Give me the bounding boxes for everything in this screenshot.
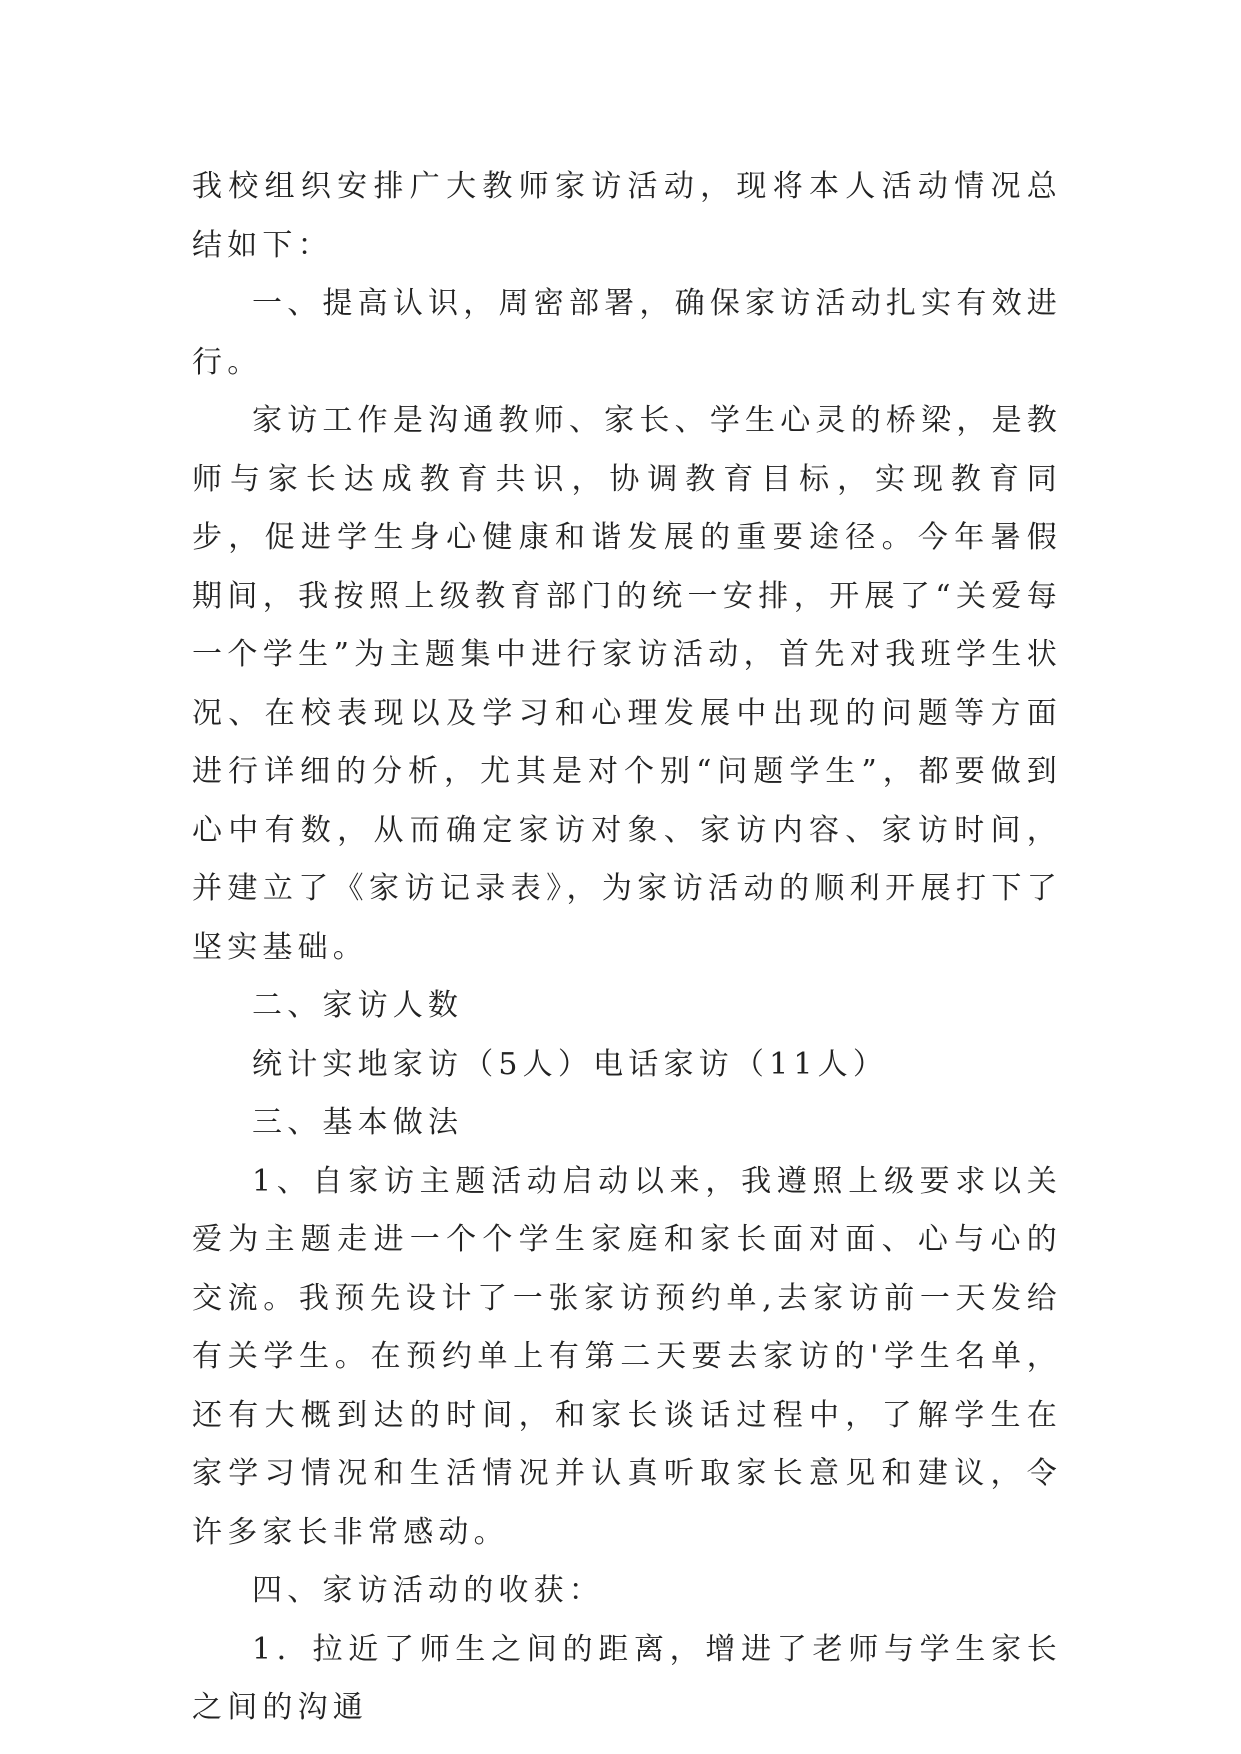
body-paragraph-1: 家访工作是沟通教师、家长、学生心灵的桥梁，是教师与家长达成教育共识，协调教育目标，实现教育同步，促进学生身心健康和谐发展的重要途径。今年暑假期间，我按照上级教育部门的统一安排，开展了“关爱每一个学生”为主题集中进行家访活动，首先对我班学生状况、在校表现以及学习和心理发展中出现的问题等方面进行详细的分析，尤其是对个别“问题学生”，都要做到心中有数，从而确定家访对象、家访内容、家访时间，并建立了《家访记录表》，为家访活动的顺利开展打下了坚实基础。: [192, 403, 1062, 965]
visit-statistics: 统计实地家访（5人）电话家访（11人）: [252, 1046, 889, 1082]
body-paragraph-2: 1、自家访主题活动启动以来，我遵照上级要求以关爱为主题走进一个个学生家庭和家长面对面、心与心的交流。我预先设计了一张家访预约单,去家访前一天发给有关学生。在预约单上有第二天要去家访的'学生名单，还有大概到达的时间，和家长谈话过程中，了解学生在家学习情况和生活情况并认真听取家长意见和建议，令许多家长非常感动。: [192, 1163, 1062, 1550]
section-heading-1: 一、提高认识，周密部署，确保家访活动扎实有效进行。: [192, 286, 1062, 380]
body-paragraph-3: 1．拉近了师生之间的距离，增进了老师与学生家长之间的沟通: [192, 1631, 1062, 1725]
document-page: [192, 158, 1062, 1738]
section-heading-3: 三、基本做法: [252, 1105, 464, 1140]
intro-paragraph: 我校组织安排广大教师家访活动，现将本人活动情况总结如下：: [192, 169, 1062, 263]
section-heading-4: 四、家访活动的收获：: [252, 1573, 604, 1608]
section-heading-2: 二、家访人数: [252, 988, 464, 1023]
